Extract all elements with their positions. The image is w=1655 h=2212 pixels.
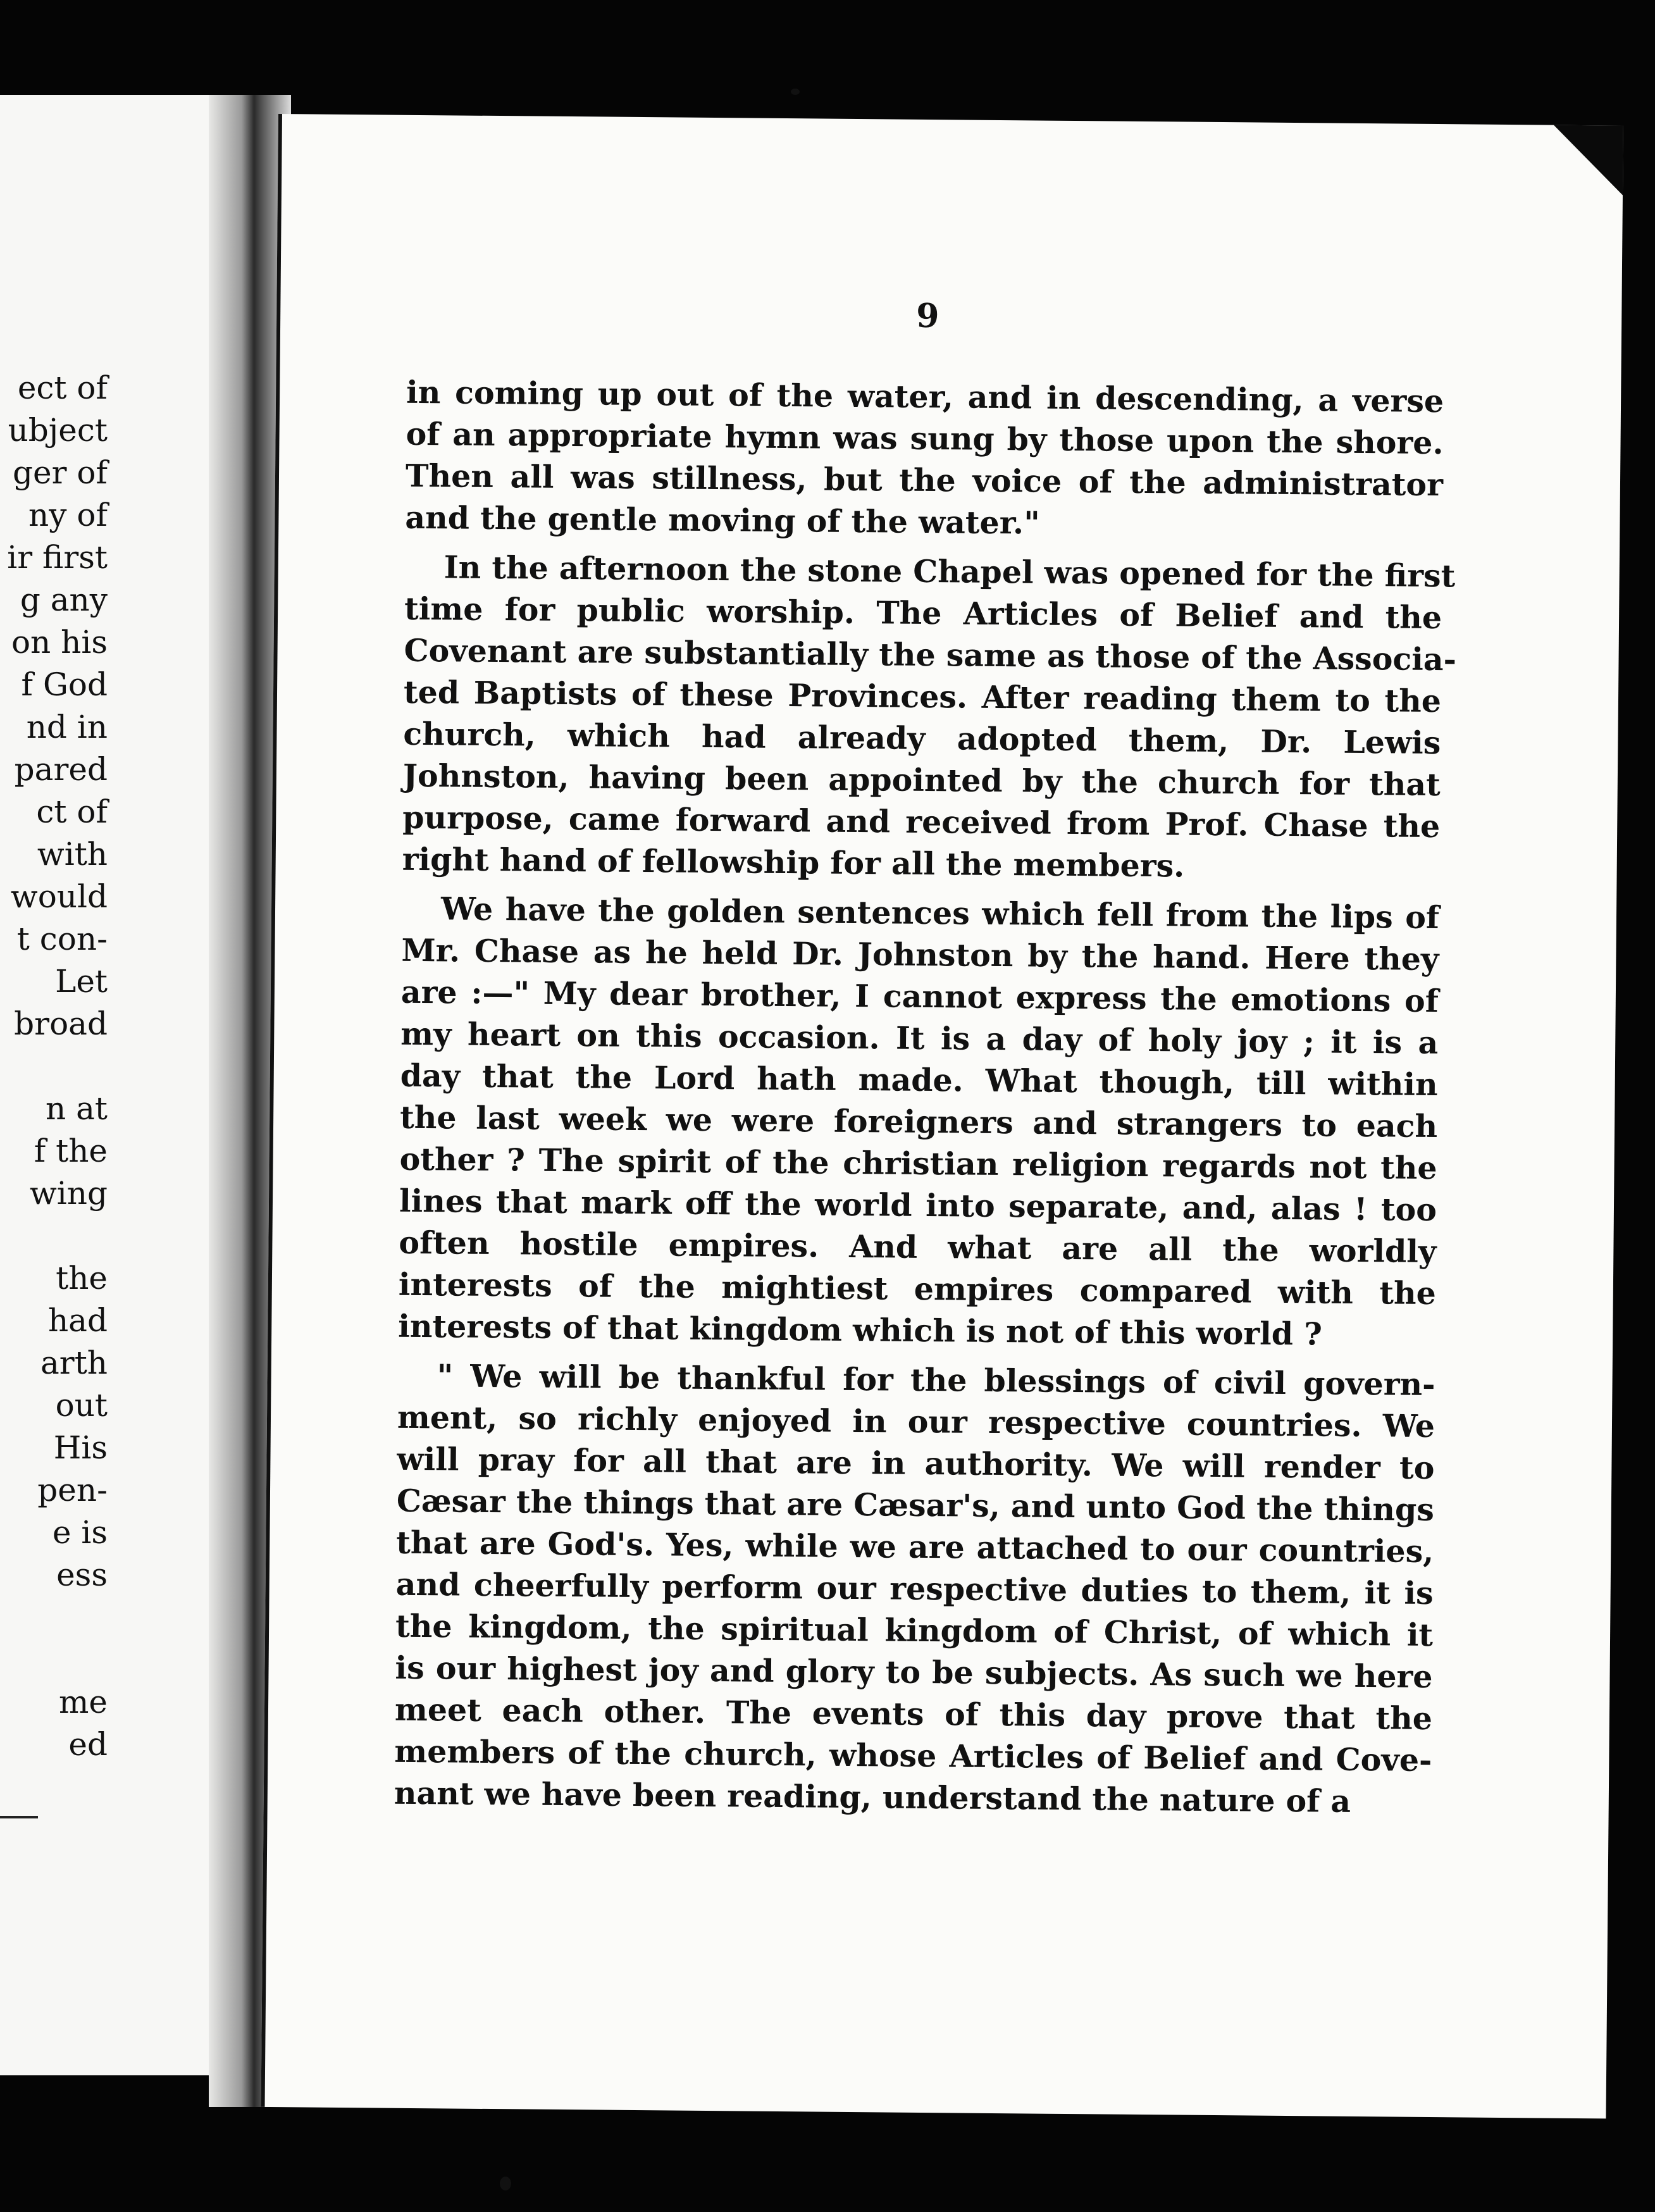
text-line: ted Baptists of these Provinces. After reading them to the [403,673,1442,720]
text-line: " We will be thankful for the blessings of civil govern- [437,1357,1435,1403]
text-line: will pray for all that are in authority. We will render to [397,1440,1435,1487]
left-page-fragment: ir first [7,539,108,576]
left-page-fragment: nd in [26,709,108,745]
text-line: and the gentle moving of the water." [405,499,1040,542]
left-page-fragment: f the [34,1133,108,1169]
ink-speck [500,2177,511,2190]
text-line: of an appropriate hymn was sung by those upon the shore. [406,415,1444,462]
text-line: that are God's. Yes, while we are attached to our countries, [396,1524,1434,1570]
text-line: purpose, came forward and received from Prof. Chase the [402,798,1441,845]
left-page-fragment: ubject [8,412,108,449]
text-line: members of the church, whose Articles of Belief and Cove- [394,1732,1432,1779]
left-page-rule [0,1816,38,1818]
text-line: the last week we were foreigners and strangers to each [399,1098,1438,1145]
left-page-fragment: pared [14,751,108,788]
left-page-fragment: e is [52,1514,108,1551]
paragraph [402,546,1457,889]
paragraph [398,888,1439,1356]
left-page-fragment: ger of [13,454,108,491]
left-page-fragment: on his [11,624,108,661]
page-corner [1553,125,1623,196]
left-page-fragment [0,1045,108,1088]
left-page-fragment: broad [14,1005,108,1042]
left-page-fragment: with [37,836,108,873]
text-line: and cheerfully perform our respective duties to them, it is [395,1565,1434,1612]
left-page-fragment: had [47,1302,108,1339]
text-line: interests of that kingdom which is not of this world ? [398,1307,1323,1353]
text-line: Then all was stillness, but the voice of the administrator [405,457,1444,504]
left-page-fragment [0,1215,108,1257]
left-page-fragment: g any [20,581,108,618]
left-page-fragment: f God [21,666,108,703]
text-line: day that the Lord hath made. What though, till within [400,1057,1438,1103]
text-line: ment, so richly enjoyed in our respective countries. We [397,1398,1435,1445]
left-page-fragment: arth [40,1345,108,1381]
left-page-fragment: n at [46,1090,108,1127]
text-line: Mr. Chase as he held Dr. Johnston by the hand. Here they [401,931,1439,978]
text-line: nant we have been reading, understand the nature of a [394,1774,1351,1820]
left-page-fragment: wing [30,1175,108,1212]
paragraph [394,1355,1435,1823]
text-line: Covenant are substantially the same as those of the Associa- [404,631,1457,678]
left-page-fragment: out [55,1387,108,1424]
left-page-fragment: His [53,1429,108,1466]
text-line: my heart on this occasion. It is a day of holy joy ; it is a [400,1015,1439,1062]
text-line: time for public worship. The Articles of Belief and the [404,590,1442,637]
left-page-fragment: ny of [28,497,108,533]
page-number: 9 [915,296,939,336]
left-page-fragment: the [56,1260,108,1296]
text-line: are :—" My dear brother, I cannot express the emotions of [400,973,1439,1020]
left-page-fragment: would [10,878,108,915]
left-page-fragment: ess [56,1556,108,1593]
left-page-fragment: me [58,1684,108,1720]
left-page-fragment: ct of [36,793,108,830]
ink-speck [791,89,800,95]
text-line: interests of the mightiest empires compared with the [398,1265,1437,1312]
left-page-fragment: ect of [17,370,108,406]
text-line: We have the golden sentences which fell from the lips of [440,890,1440,936]
text-line: Cæsar the things that are Cæsar's, and unto God the things [396,1482,1435,1529]
text-line: church, which had already adopted them, Dr. Lewis [403,715,1441,762]
left-page-fragment: pen- [37,1472,108,1508]
body-text [394,371,1457,1830]
paragraph [405,371,1444,547]
text-line: is our highest joy and glory to be subjects. As such we here [395,1649,1433,1696]
left-page-fragment: Let [55,963,108,1000]
text-line: meet each other. The events of this day prove that the [394,1691,1433,1737]
text-line: in coming up out of the water, and in descending, a verse [406,373,1444,420]
text-line: often hostile empires. And what are all the worldly [399,1224,1437,1271]
left-page-fragment [0,1596,108,1639]
left-page-text-fragments [0,367,108,1766]
text-line: In the afternoon the stone Chapel was opened for the first [443,549,1456,595]
left-page-fragment: ed [68,1726,108,1763]
left-page-fragment: t con- [16,921,108,957]
text-line: Johnston, having been appointed by the church for that [402,757,1441,804]
right-page [261,114,1623,2118]
text-line: the kingdom, the spiritual kingdom of Christ, of which it [395,1607,1434,1654]
text-line: right hand of fellowship for all the members. [402,840,1185,885]
text-line: lines that mark off the world into separate, and, alas ! too [399,1182,1437,1229]
text-line: other ? The spirit of the christian religion regards not the [399,1140,1437,1187]
left-page-fragment [0,1639,108,1681]
